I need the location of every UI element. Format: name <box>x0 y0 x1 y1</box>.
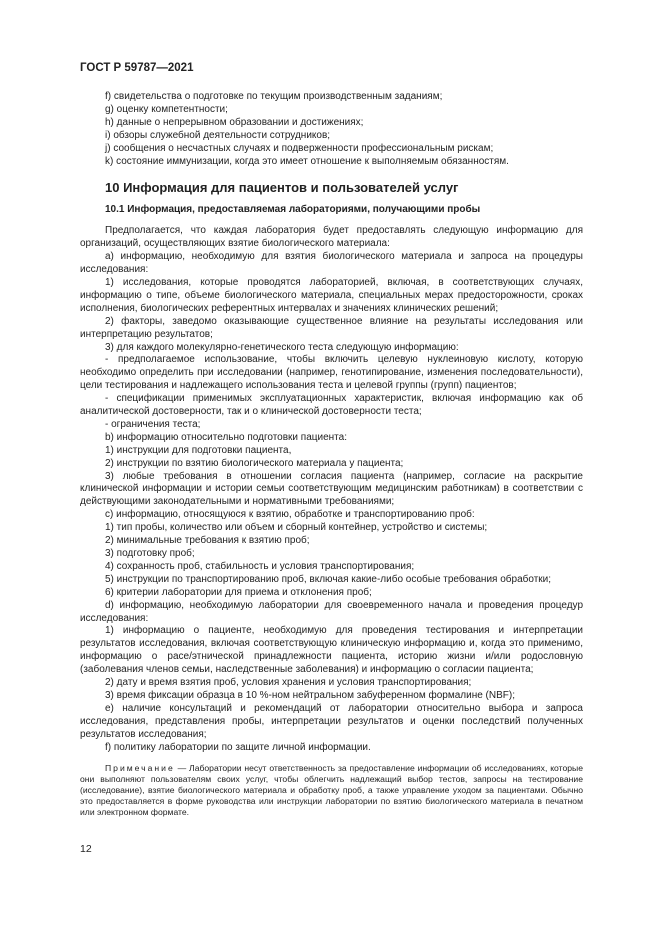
paragraph: c) информацию, относящуюся к взятию, обработке и транспортированию проб: <box>105 509 475 521</box>
paragraph: 6) критерии лаборатории для приема и отклонения проб; <box>105 586 372 598</box>
paragraph: 3) для каждого молекулярно-генетического теста следующую информацию: <box>105 341 459 353</box>
paragraph: 3) время фиксации образца в 10 %-ном нейтральном забуференном формалине (NBF); <box>105 689 515 701</box>
paragraph: 1) информацию о пациенте, необходимую для проведения тестирования и интерпретации результатов исследования, включая соответствующую клиническую информацию и, когда это применимо, информацию о расе/этнической принадлежности пациента, историю жизни и/или родословную (заболевания членов семьи, наследственные заболевания) и информацию о согласии пациента; <box>80 625 583 676</box>
list-item: h) данные о непрерывном образовании и достижениях; <box>105 116 364 128</box>
list-item: i) обзоры служебной деятельности сотрудников; <box>105 129 331 141</box>
subsection-title: 10.1 Информация, предоставляемая лабораториями, получающими пробы <box>105 204 481 216</box>
paragraph: 2) дату и время взятия проб, условия хранения и условия транспортирования; <box>105 677 472 689</box>
paragraph: 5) инструкции по транспортированию проб, включая какие-либо особые требования обработки; <box>105 573 552 585</box>
note-text: — Лаборатории несут ответственность за предоставление информации об исследованиях, которые они выполняют пользователям своих услуг, чтобы облегчить надлежащий выбор тестов, запросы на тестирование (исследование), взятие биологического материала и обработку проб, а также управление уходом за пациентами. Обычно это предоставляется в форме руководства или инструкции лаборатории по взятию биологического материала в печатном или электронном формате. <box>80 762 583 817</box>
paragraph: b) информацию относительно подготовки пациента: <box>105 431 347 443</box>
page-number: 12 <box>80 843 92 855</box>
paragraph: 1) тип пробы, количество или объем и сборный контейнер, устройство и системы; <box>105 522 488 534</box>
paragraph: - спецификации применимых эксплуатационных характеристик, включая информацию как об аналитической достоверности, так и о клинической достоверности теста; <box>80 393 583 418</box>
paragraph: 3) подготовку проб; <box>105 548 195 559</box>
document-header: ГОСТ Р 59787—2021 <box>80 62 194 74</box>
list-item: k) состояние иммунизации, когда это имеет отношение к выполняемым обязанностям. <box>105 155 509 167</box>
paragraph: 3) любые требования в отношении согласия пациента (например, согласие на раскрытие клинической информации и истории семьи соответствующим медицинским работникам) в соответствии с действующими законодательными и нормативными требованиями; <box>80 470 583 508</box>
list-item: g) оценку компетентности; <box>105 103 228 115</box>
note <box>80 763 583 818</box>
list-item: j) сообщения о несчастных случаях и подверженности профессиональным рискам; <box>105 142 494 154</box>
paragraph: 1) исследования, которые проводятся лабораторией, включая, в соответствующих случаях, информацию о типе, объеме биологического материала, специальных мерах предосторожности, сроках исполнения, биологических референтных интервалах и значениях клинических решений; <box>80 276 583 314</box>
paragraph: 2) инструкции по взятию биологического материала у пациента; <box>105 457 404 469</box>
paragraph: - предполагаемое использование, чтобы включить целевую нуклеиновую кислоту, которую необходимо определить при исследовании (например, генотипирование, изменения последовательности), цели тестирования и надлежащего использования теста и целевой группы (групп) пациентов; <box>80 354 583 392</box>
paragraph: 1) инструкции для подготовки пациента, <box>105 444 292 456</box>
list-item: f) свидетельства о подготовке по текущим производственным заданиям; <box>105 91 443 102</box>
note-label: Примечание <box>105 762 175 773</box>
paragraph: e) наличие консультаций и рекомендаций от лаборатории относительно выбора и запроса исследования, представления пробы, интерпретации результатов и оценки последствий полученных результатов исследования; <box>80 702 583 740</box>
paragraph: 2) минимальные требования к взятию проб; <box>105 535 310 547</box>
paragraph: Предполагается, что каждая лаборатория будет предоставлять следующую информацию для организаций, осуществляющих взятие биологического материала: <box>80 225 583 250</box>
paragraph: 2) факторы, заведомо оказывающие существенное влияние на результаты исследования или интерпретацию результатов; <box>80 315 583 340</box>
paragraph: d) информацию, необходимую лаборатории для своевременного начала и проведения процедур исследования: <box>80 599 583 624</box>
document-body <box>80 91 583 818</box>
paragraph: f) политику лаборатории по защите личной информации. <box>105 741 371 753</box>
paragraph: - ограничения теста; <box>105 418 201 430</box>
paragraph: 4) сохранность проб, стабильность и условия транспортирования; <box>105 560 415 572</box>
section-title: 10 Информация для пациентов и пользователей услуг <box>105 180 459 196</box>
paragraph: a) информацию, необходимую для взятия биологического материала и запроса на процедуры исследования: <box>80 251 583 276</box>
